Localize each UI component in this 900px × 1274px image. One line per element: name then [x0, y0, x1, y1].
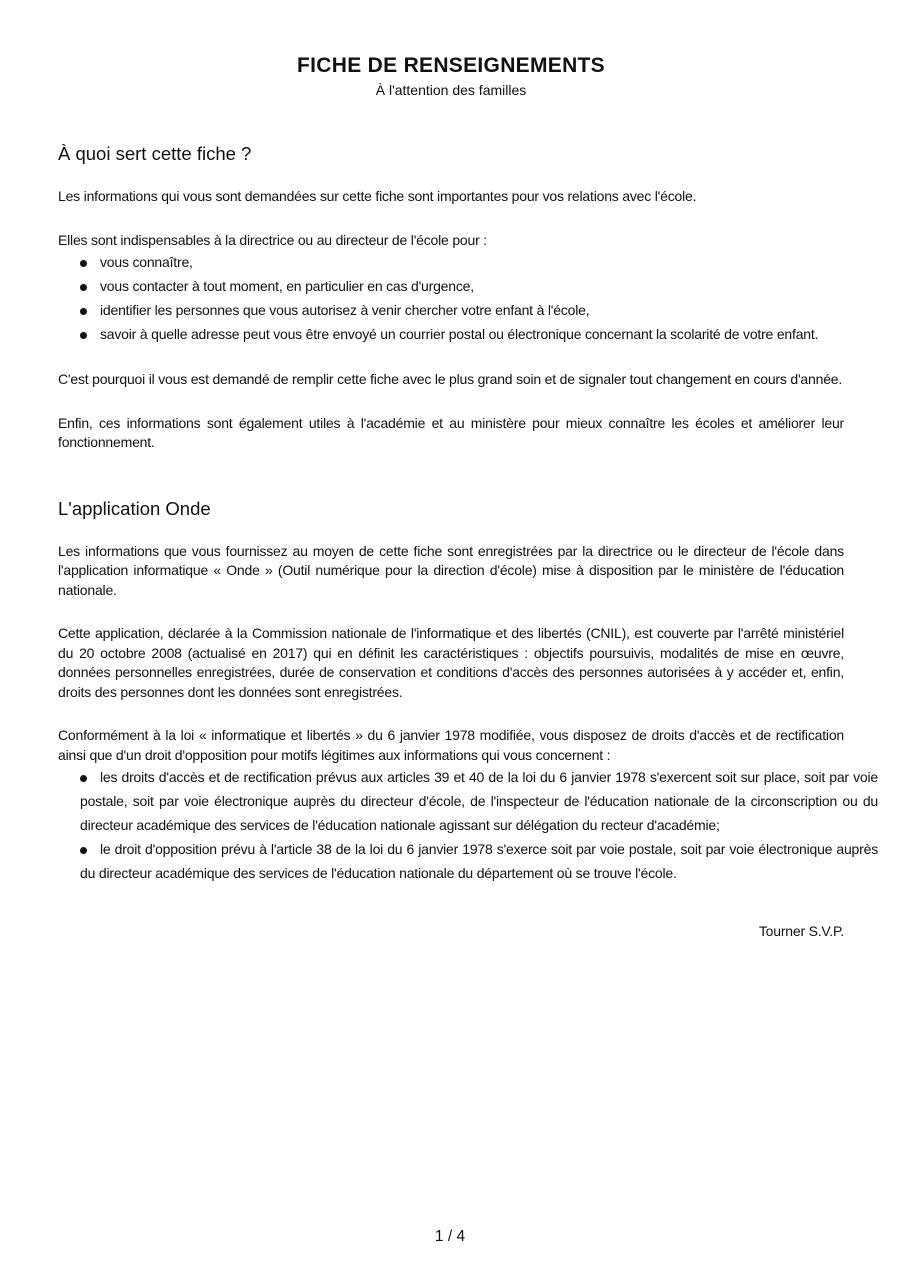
page-number: 1 / 4: [434, 1228, 466, 1245]
paragraph: Les informations qui vous sont demandées sur cette fiche sont importantes pour vos relations avec l'école.: [58, 188, 697, 204]
section-heading-purpose: À quoi sert cette fiche ?: [58, 143, 252, 164]
paragraph: Cette application, déclarée à la Commission nationale de l'informatique et des libertés (CNIL), est couverte par l'arrêté ministériel du 20 octobre 2008 (actualisé en 2017) qui en définit les caractéristiques : objectifs poursuivis, modalités de mise en œuvre, données personnelles enregistrées, durée de conservation et conditions d'accès des personnes autorisées à y accéder et, enfin, droits des personnes dont les données sont enregistrées.: [58, 625, 844, 700]
bullet-icon: [80, 308, 87, 315]
paragraph: C'est pourquoi il vous est demandé de remplir cette fiche avec le plus grand soin et de signaler tout changement en cours d'année.: [58, 371, 843, 387]
page-subtitle: À l'attention des familles: [375, 82, 527, 98]
bullet-icon: [80, 260, 87, 267]
paragraph: Les informations que vous fournissez au moyen de cette fiche sont enregistrées par la directrice ou le directeur de l'école dans l'application informatique « Onde » (Outil numérique pour la direction d'école) mise à disposition par le ministère de l'éducation nationale.: [58, 542, 844, 598]
list-item: vous contacter à tout moment, en particulier en cas d'urgence,: [58, 274, 844, 298]
paragraph: Elles sont indispensables à la directrice ou au directeur de l'école pour :: [58, 231, 487, 248]
document-page: [58, 52, 878, 941]
page-title: FICHE DE RENSEIGNEMENTS: [297, 54, 605, 77]
bullet-icon: [80, 332, 87, 339]
bullet-icon: [80, 284, 87, 291]
section-heading-onde: L'application Onde: [58, 497, 211, 519]
list-item: savoir à quelle adresse peut vous être envoyé un courrier postal ou électronique concernant la scolarité de votre enfant.: [58, 322, 844, 346]
paragraph: Conformément à la loi « informatique et libertés » du 6 janvier 1978 modifiée, vous disposez de droits d'accès et de rectification ainsi que d'un droit d'opposition pour motifs légitimes aux informations qui vous concernent :: [58, 727, 844, 763]
bullet-icon: [80, 847, 87, 854]
turn-over-note: Tourner S.V.P.: [758, 923, 844, 939]
paragraph: Enfin, ces informations sont également utiles à l'académie et au ministère pour mieux connaître les écoles et améliorer leur fonctionnement.: [58, 414, 844, 450]
bullet-icon: [80, 775, 87, 782]
purpose-list: [58, 250, 844, 346]
rights-list: [58, 765, 878, 885]
list-item: le droit d'opposition prévu à l'article 38 de la loi du 6 janvier 1978 s'exerce soit par voie postale, soit par voie électronique auprès du directeur académique des services de l'éducation nationale du département où se trouve l'école.: [80, 841, 878, 881]
list-item: vous connaître,: [58, 250, 844, 274]
list-item: les droits d'accès et de rectification prévus aux articles 39 et 40 de la loi du 6 janvier 1978 s'exercent soit sur place, soit par voie postale, soit par voie électronique auprès du directeur d'école, de l'inspecteur de l'éducation nationale de la circonscription ou du directeur académique des services de l'éducation nationale agissant sur délégation du recteur d'académie;: [80, 769, 878, 833]
list-item: identifier les personnes que vous autorisez à venir chercher votre enfant à l'école,: [58, 298, 844, 322]
